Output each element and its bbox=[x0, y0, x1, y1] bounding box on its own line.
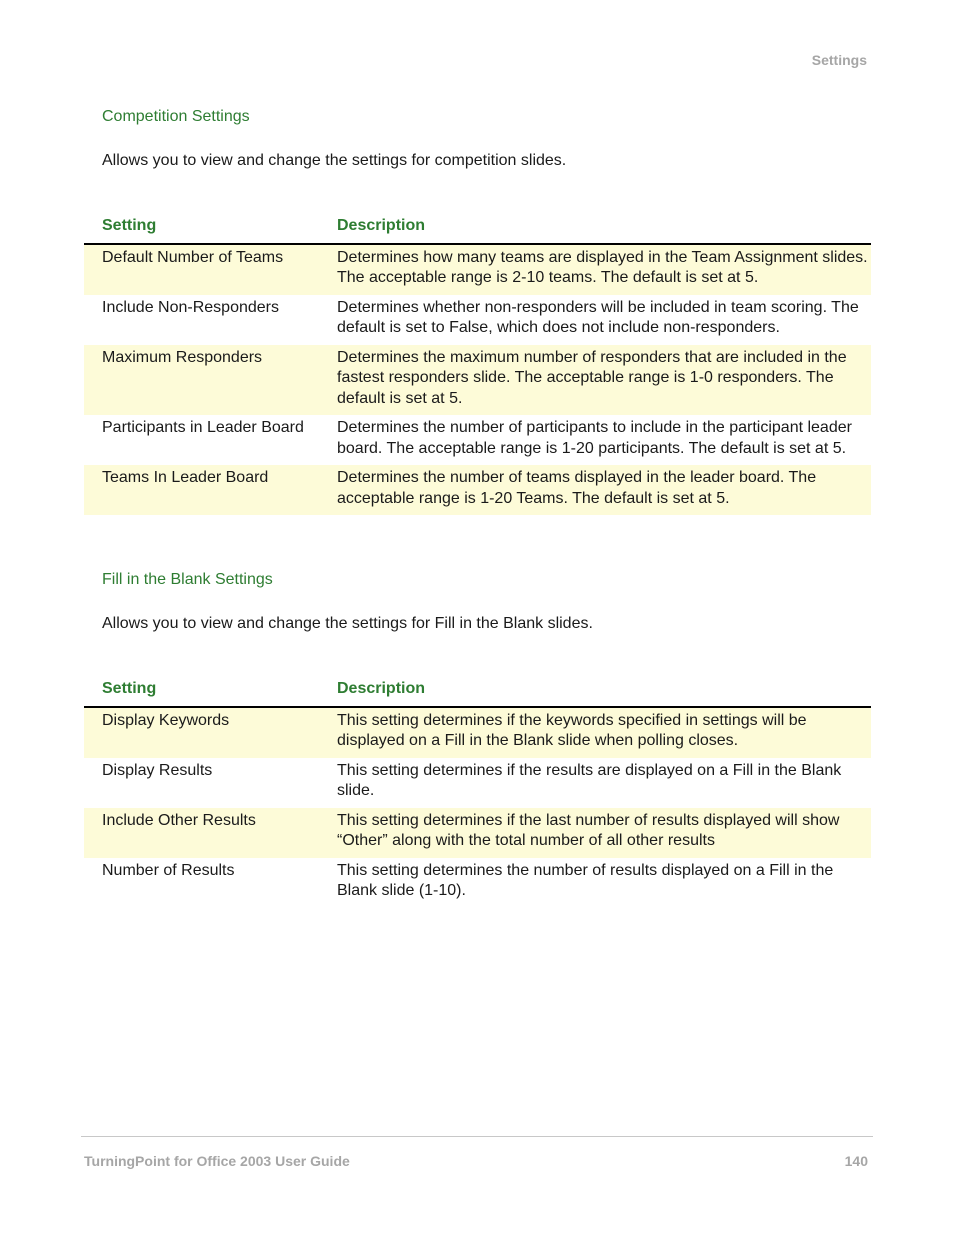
competition-settings-heading: Competition Settings bbox=[102, 108, 250, 125]
table-header-row bbox=[84, 216, 871, 244]
page-number: 140 bbox=[844, 1153, 868, 1169]
column-header-description: Description bbox=[319, 216, 871, 244]
table-row bbox=[84, 345, 871, 416]
fill-blank-settings-intro: Allows you to view and change the settings for Fill in the Blank slides. bbox=[102, 615, 593, 632]
setting-description: This setting determines if the last number of results displayed will show “Other” along with the total number of all other results bbox=[319, 808, 871, 858]
setting-description: This setting determines if the results are displayed on a Fill in the Blank slide. bbox=[337, 761, 842, 799]
setting-description: This setting determines the number of results displayed on a Fill in the Blank slide (1-10). bbox=[337, 861, 834, 899]
footer-guide-title: TurningPoint for Office 2003 User Guide bbox=[84, 1153, 350, 1169]
setting-description: Determines how many teams are displayed in the Team Assignment slides. The acceptable range is 2-10 teams. The default is set at 5. bbox=[319, 244, 871, 295]
setting-name: Default Number of Teams bbox=[84, 244, 319, 295]
footer-divider bbox=[81, 1136, 873, 1137]
column-header-description: Description bbox=[319, 679, 871, 707]
table-row bbox=[84, 707, 871, 758]
running-header: Settings bbox=[811, 52, 867, 68]
fill-blank-settings-heading: Fill in the Blank Settings bbox=[102, 571, 273, 588]
fill-blank-settings-table bbox=[84, 679, 871, 908]
table-row bbox=[84, 244, 871, 295]
table-header-row bbox=[84, 679, 871, 707]
table-row bbox=[84, 808, 871, 858]
setting-name: Display Results bbox=[102, 761, 213, 779]
setting-name: Teams In Leader Board bbox=[84, 465, 319, 515]
table-row bbox=[84, 415, 871, 465]
column-header-setting: Setting bbox=[84, 216, 319, 244]
table-row bbox=[84, 758, 871, 808]
setting-description: Determines the number of participants to include in the participant leader board. The acceptable range is 1-20 participants. The default is set at 5. bbox=[337, 419, 852, 457]
table-row bbox=[84, 858, 871, 908]
setting-name: Display Keywords bbox=[84, 707, 319, 758]
setting-name: Include Other Results bbox=[84, 808, 319, 858]
setting-name: Participants in Leader Board bbox=[102, 419, 304, 436]
setting-description: Determines the number of teams displayed in the leader board. The acceptable range is 1-20 Teams. The default is set at 5. bbox=[319, 465, 871, 515]
competition-settings-intro: Allows you to view and change the settings for competition slides. bbox=[102, 152, 567, 169]
setting-description: This setting determines if the keywords specified in settings will be displayed on a Fill in the Blank slide when polling closes. bbox=[319, 707, 871, 758]
table-row bbox=[84, 295, 871, 345]
column-header-setting: Setting bbox=[84, 679, 319, 707]
table-row bbox=[84, 465, 871, 515]
competition-settings-table bbox=[84, 216, 871, 515]
setting-name: Include Non-Responders bbox=[102, 298, 279, 316]
setting-description: Determines whether non-responders will be included in team scoring. The default is set to False, which does not include non-responders. bbox=[337, 298, 859, 336]
setting-name: Maximum Responders bbox=[84, 345, 319, 416]
setting-description: Determines the maximum number of responders that are included in the fastest responders slide. The acceptable range is 1-0 responders. The default is set at 5. bbox=[319, 345, 871, 416]
setting-name: Number of Results bbox=[102, 861, 235, 879]
